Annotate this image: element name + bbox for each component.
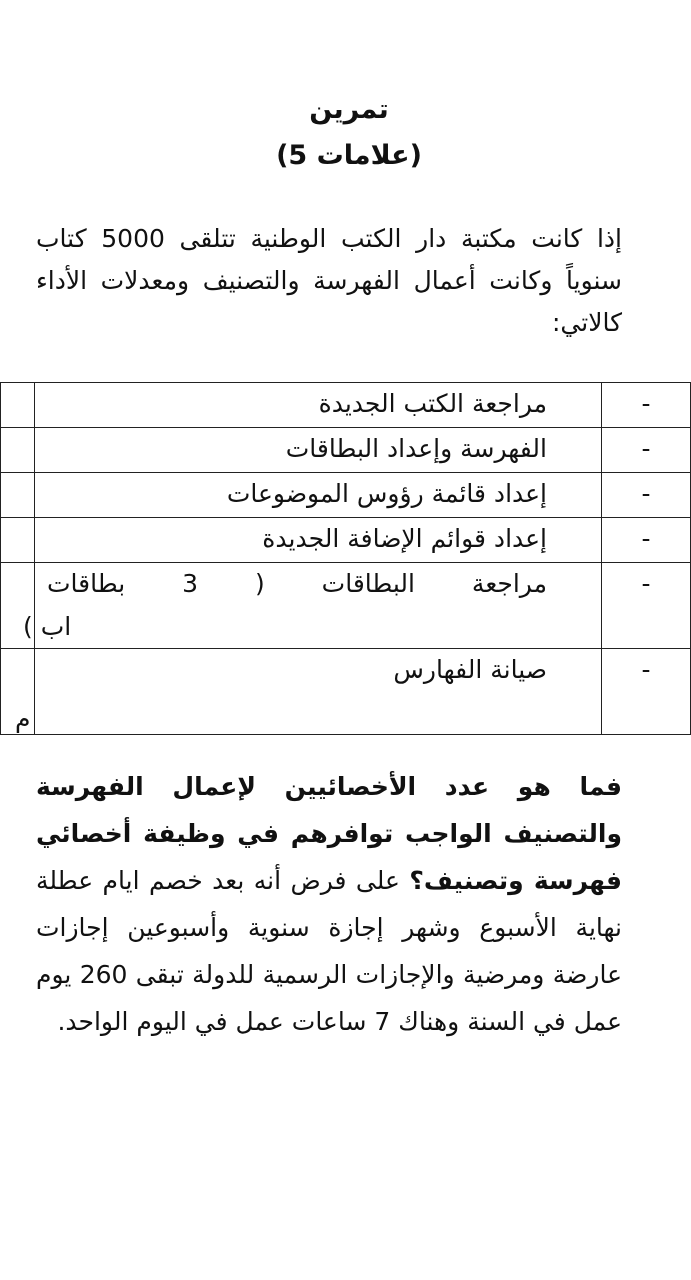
edge-cell bbox=[1, 518, 35, 563]
row-bullet: - bbox=[602, 563, 691, 649]
task-cell bbox=[35, 473, 602, 518]
edge-cell bbox=[1, 563, 35, 649]
task-cell bbox=[35, 383, 602, 428]
exercise-marks: (5 علامات) bbox=[276, 140, 422, 171]
edge-cell bbox=[1, 649, 35, 735]
table-row bbox=[1, 518, 691, 563]
table-row bbox=[1, 563, 691, 649]
tasks-table bbox=[0, 382, 691, 735]
edge-cell bbox=[1, 428, 35, 473]
intro-paragraph: إذا كانت مكتبة دار الكتب الوطنية تتلقى 5000 كتاب سنوياً وكانت أعمال الفهرسة والتصنيف ومعدلات الأداء كالاتي: bbox=[36, 224, 623, 337]
task-cell bbox=[35, 428, 602, 473]
task-label-continuation: اب ) bbox=[23, 612, 72, 641]
edge-text-fragment: م bbox=[15, 704, 31, 733]
task-label: صيانة الفهارس bbox=[393, 655, 547, 684]
task-cell bbox=[23, 563, 602, 649]
edge-cell bbox=[1, 383, 35, 428]
row-bullet: - bbox=[602, 383, 691, 428]
question-regular-text: على فرض أنه بعد خصم ايام عطلة نهاية الأسبوع وشهر إجازة سنوية وأسبوعين إجازات عارضة ومرضية والإجازات الرسمية للدولة تبقى 260 يوم عمل في السنة وهناك 7 ساعات عمل في اليوم الواحد. bbox=[36, 866, 622, 1036]
row-bullet: - bbox=[602, 428, 691, 473]
task-label: الفهرسة وإعداد البطاقات bbox=[285, 434, 547, 463]
task-cell bbox=[35, 518, 602, 563]
row-bullet: - bbox=[602, 473, 691, 518]
row-bullet: - bbox=[602, 518, 691, 563]
table-row bbox=[1, 383, 691, 428]
table-row bbox=[1, 649, 691, 735]
row-bullet: - bbox=[602, 649, 691, 735]
task-label: إعداد قائمة رؤوس الموضوعات bbox=[226, 479, 547, 508]
task-cell bbox=[35, 649, 602, 735]
question-paragraph bbox=[36, 763, 622, 1045]
task-label: إعداد قوائم الإضافة الجديدة bbox=[262, 524, 547, 553]
edge-cell bbox=[1, 473, 35, 518]
task-label: مراجعة البطاقات ( 3 بطاقات bbox=[47, 569, 547, 598]
table-row bbox=[1, 473, 691, 518]
tasks-table-wrapper bbox=[0, 382, 651, 733]
question-bold-text: فما هو عدد الأخصائيين لإعمال الفهرسة والتصنيف الواجب توافرهم في وظيفة أخصائي فهرسة وتصنيف؟ bbox=[36, 772, 623, 895]
task-label: مراجعة الكتب الجديدة bbox=[318, 389, 547, 418]
exercise-title: تمرين bbox=[309, 94, 389, 125]
table-row bbox=[1, 428, 691, 473]
